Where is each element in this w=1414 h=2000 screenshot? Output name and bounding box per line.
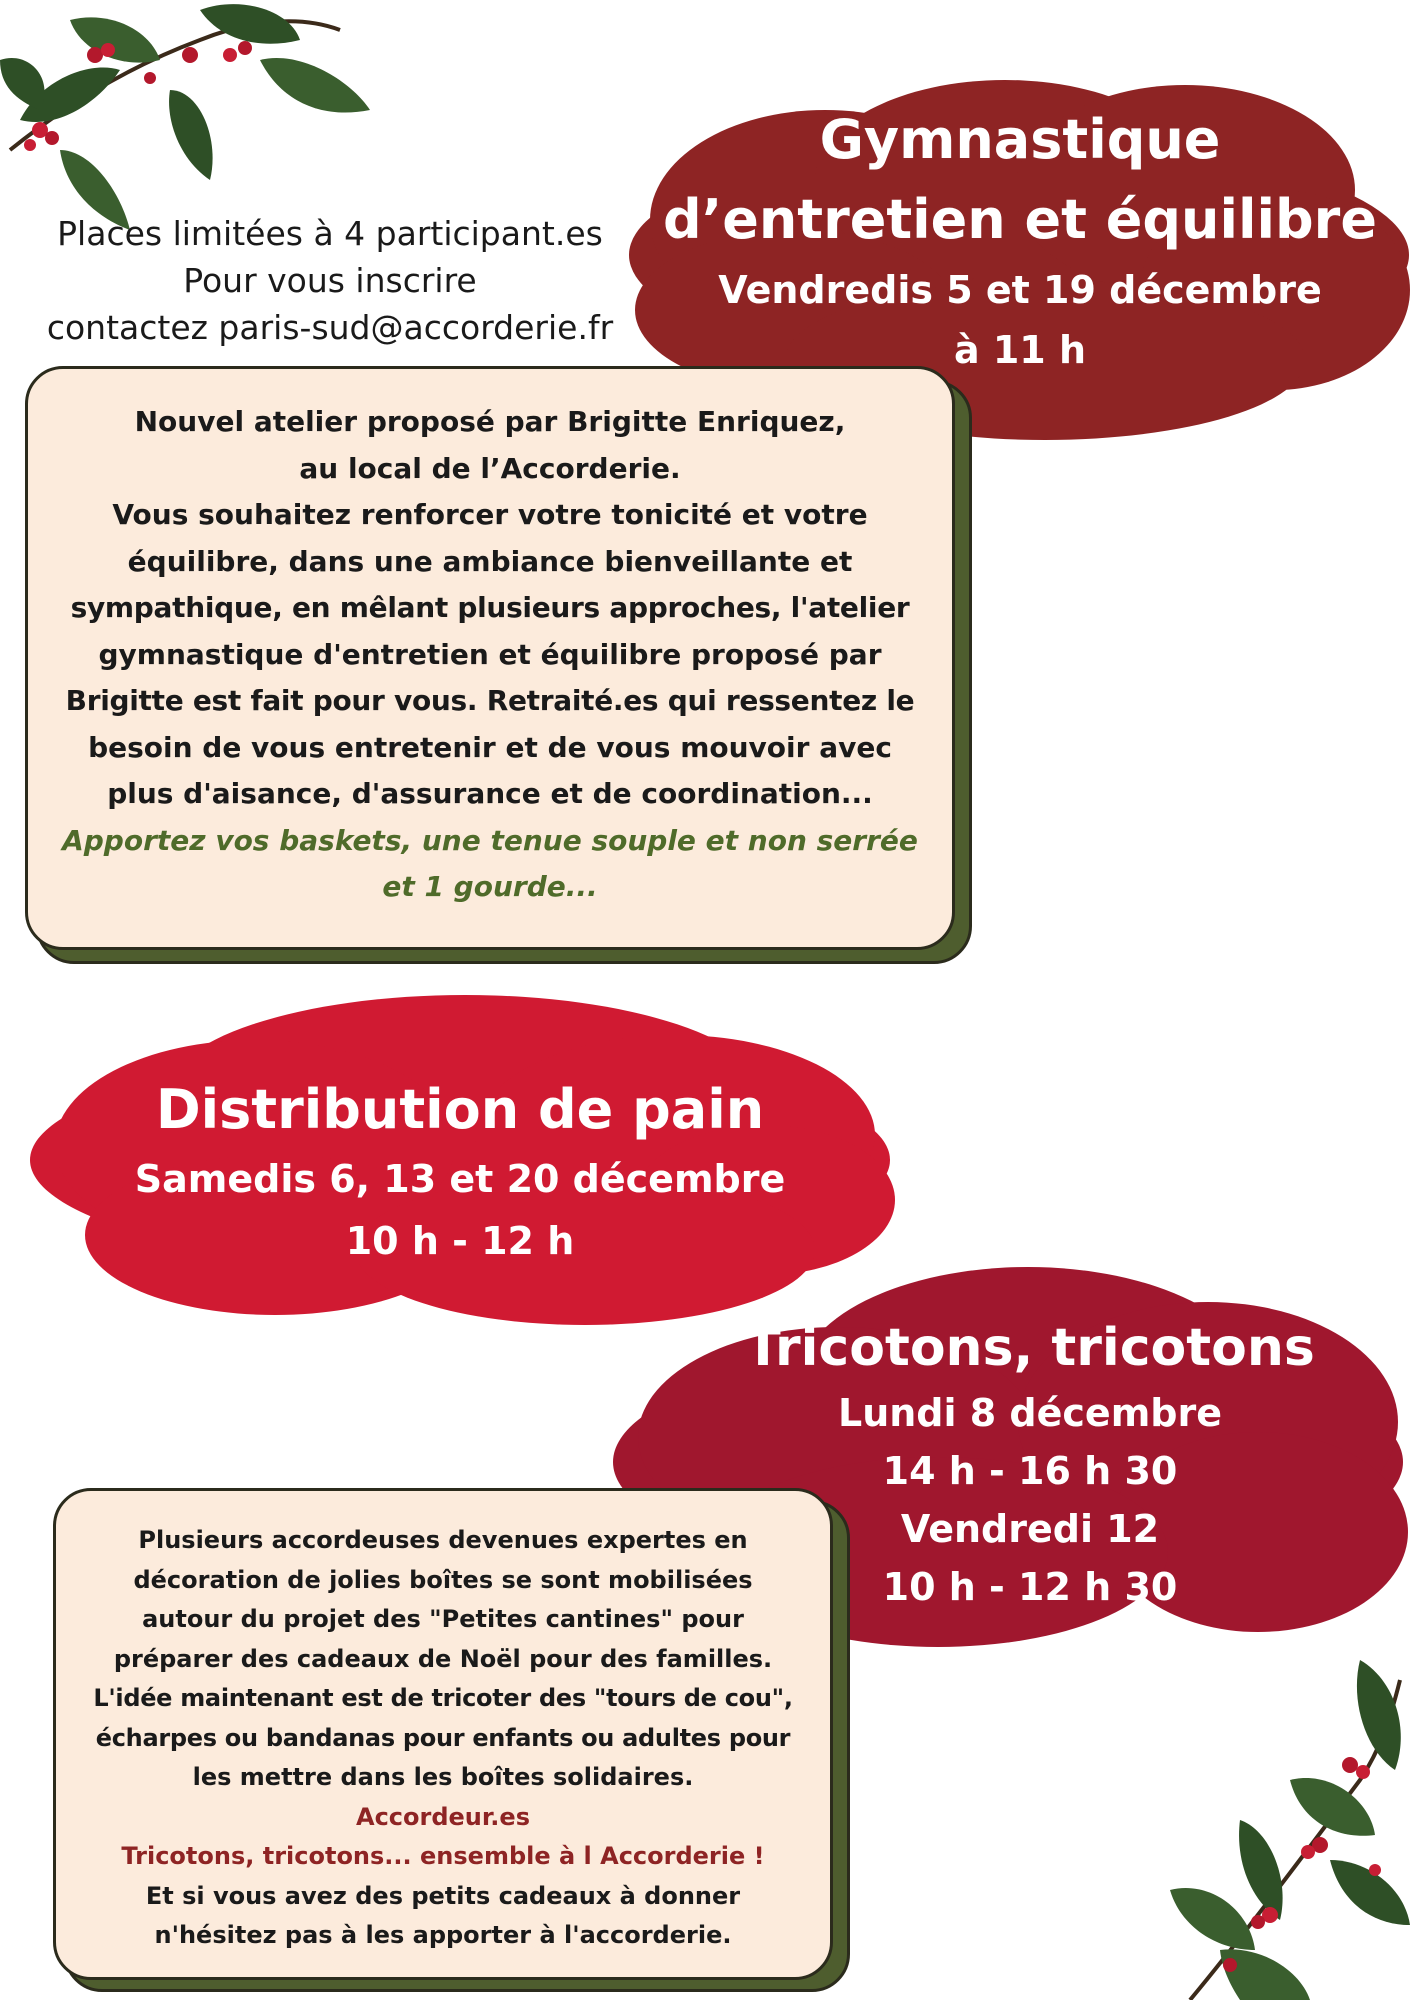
pain-cloud-text bbox=[60, 1072, 860, 1272]
gym-card-advice: Apportez vos baskets, une tenue souple et non serrée bbox=[62, 823, 918, 857]
gym-card-line: équilibre, dans une ambiance bienveillante et bbox=[127, 544, 853, 578]
contact-block bbox=[20, 210, 640, 351]
holly-top-left-icon bbox=[0, 0, 390, 230]
pain-time: 10 h - 12 h bbox=[345, 1219, 575, 1263]
pain-date: Samedis 6, 13 et 20 décembre bbox=[134, 1157, 786, 1201]
tricot-card-line: Et si vous avez des petits cadeaux à donner bbox=[145, 1881, 741, 1910]
gym-title-1: Gymnastique bbox=[819, 108, 1221, 171]
gym-card-line: sympathique, en mêlant plusieurs approches, l'atelier bbox=[70, 591, 910, 624]
gym-card-line: Vous souhaitez renforcer votre tonicité et votre bbox=[112, 498, 868, 531]
pain-title: Distribution de pain bbox=[155, 1078, 765, 1141]
tricot-description-card bbox=[53, 1488, 833, 1980]
gym-card-advice: et 1 gourde... bbox=[382, 870, 598, 903]
gym-card-line: Nouvel atelier proposé par Brigitte Enriquez, bbox=[134, 405, 846, 438]
tricot-title: Tricotons, tricotons bbox=[745, 1318, 1315, 1378]
gym-time: à 11 h bbox=[953, 328, 1087, 372]
places-text: Places limitées à 4 participant.es bbox=[57, 214, 603, 253]
tricot-line: 14 h - 16 h 30 bbox=[882, 1449, 1178, 1493]
gym-card-line: Brigitte est fait pour vous. Retraité.es qui ressentez le bbox=[65, 684, 915, 717]
contact-email[interactable]: contactez paris-sud@accorderie.fr bbox=[46, 308, 614, 347]
inscription-text: Pour vous inscrire bbox=[183, 261, 477, 300]
gym-cloud-text bbox=[655, 100, 1385, 380]
gym-card-line: gymnastique d'entretien et équilibre proposé par bbox=[98, 637, 882, 671]
tricot-line: Lundi 8 décembre bbox=[837, 1391, 1223, 1435]
gym-card-line: besoin de vous entretenir et de vous mouvoir avec bbox=[88, 730, 892, 764]
tricot-card-line: L'idée maintenant est de tricoter des "tours de cou", bbox=[93, 1684, 793, 1712]
gym-date: Vendredis 5 et 19 décembre bbox=[718, 268, 1322, 312]
tricot-card-line: Plusieurs accordeuses devenues expertes en bbox=[138, 1526, 748, 1554]
tricot-card-line: n'hésitez pas à les apporter à l'accorderie. bbox=[154, 1921, 732, 1949]
tricot-card-line: autour du projet des "Petites cantines" pour bbox=[142, 1605, 744, 1633]
tricot-card-highlight: Tricotons, tricotons... ensemble à l Accorderie ! bbox=[121, 1842, 765, 1870]
tricot-card-line: préparer des cadeaux de Noël pour des familles. bbox=[113, 1644, 773, 1673]
tricot-line: 10 h - 12 h 30 bbox=[882, 1565, 1178, 1609]
tricot-card-line: écharpes ou bandanas pour enfants ou adultes pour bbox=[95, 1723, 791, 1752]
tricot-card-highlight: Accordeur.es bbox=[356, 1802, 530, 1831]
tricot-card-line: les mettre dans les boîtes solidaires. bbox=[192, 1763, 694, 1791]
gym-card-line: plus d'aisance, d'assurance et de coordination... bbox=[107, 777, 873, 810]
holly-bottom-right-icon bbox=[1160, 1660, 1414, 2000]
gym-card-line: au local de l’Accorderie. bbox=[299, 451, 681, 485]
tricot-line: Vendredi 12 bbox=[900, 1507, 1160, 1551]
gym-title-2: d’entretien et équilibre bbox=[663, 188, 1377, 251]
tricot-card-line: décoration de jolies boîtes se sont mobilisées bbox=[133, 1565, 753, 1594]
gym-description-card bbox=[25, 366, 955, 950]
